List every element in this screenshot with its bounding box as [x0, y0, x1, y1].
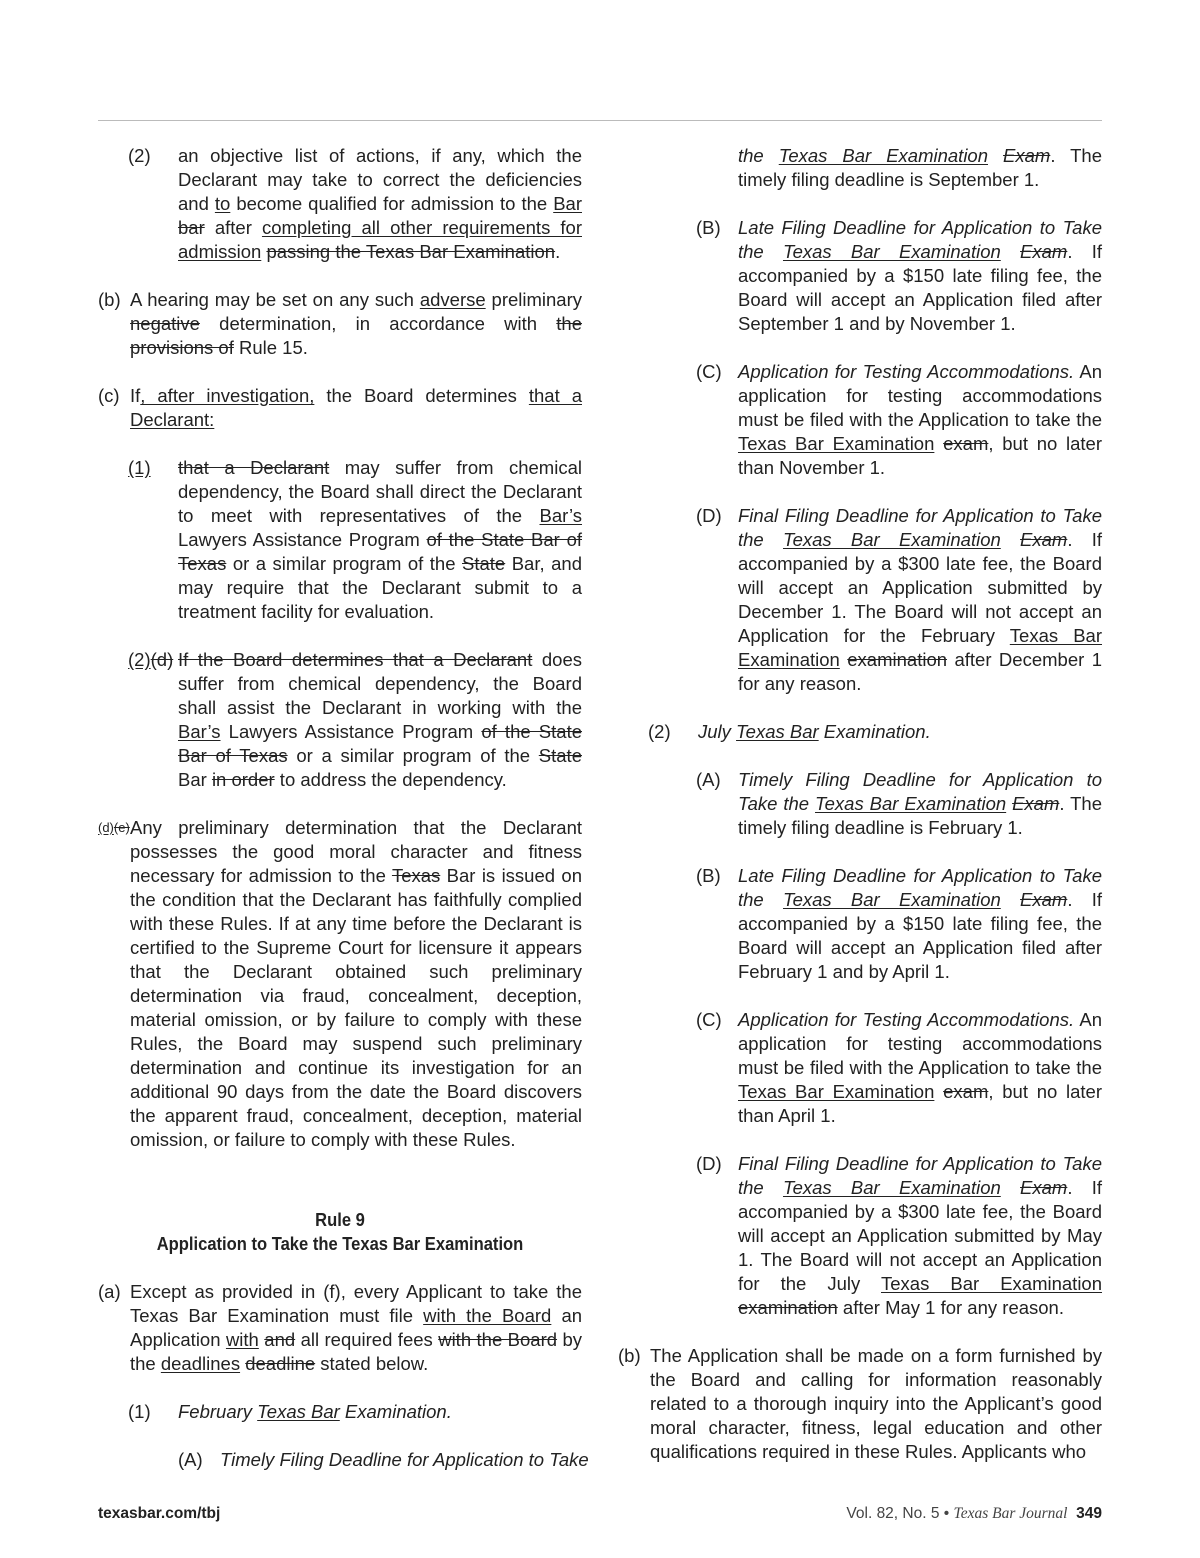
paragraph-a-1-A-start — [178, 1448, 589, 1472]
item-label: (D) — [696, 1153, 722, 1174]
text: Application for Testing Accommodations. — [738, 1009, 1075, 1030]
text: July — [698, 721, 737, 742]
deletion: exam — [943, 1081, 989, 1102]
text: . If accompanied by a $150 late filing fee, the Board will accept an Application filed after September 1 and by November 1. — [738, 241, 1103, 334]
text: An application for testing accommodations must be filed with the Application to take the — [738, 1009, 1102, 1078]
footer-bullet: • — [943, 1505, 950, 1522]
text: or a similar program of the — [287, 745, 539, 766]
text: . The timely filing deadline is February 1. — [738, 793, 1103, 838]
text: Bar — [178, 769, 212, 790]
paragraph-a-1-D — [696, 504, 1103, 696]
deletion: (d) — [150, 649, 174, 670]
insertion: Texas Bar — [736, 721, 819, 742]
text: Late Filing Deadline for Application to Take — [738, 217, 1102, 238]
text: Lawyers Assistance Program — [178, 529, 427, 550]
text: Final Filing Deadline for Application to Take — [738, 1153, 1102, 1174]
insertion: Texas Bar Examination — [738, 1081, 935, 1102]
insertion: Texas Bar Examination — [782, 529, 1001, 550]
text: stated below. — [315, 1353, 429, 1374]
insertion: Bar — [553, 193, 582, 214]
text: an objective list of actions, if any, which the Declarant may take to correct the deficiencies and — [178, 145, 582, 214]
text: Any preliminary determination that the Declarant possesses the good moral character and fitness necessary for admission to the — [130, 817, 582, 886]
paragraph-a-2 — [648, 720, 1102, 744]
text: . If accompanied by a $300 late fee, the Board will accept an Application submitted by December 1. The Board will not accept an Application for the February — [738, 529, 1103, 646]
text: Examination. — [339, 1401, 452, 1422]
deletion: deadline — [245, 1353, 316, 1374]
paragraph-rule9-b — [618, 1344, 1102, 1464]
deletion: with the Board — [438, 1329, 558, 1350]
rule-subtitle: Application to Take the Texas Bar Examination — [156, 1234, 524, 1254]
deletion: Exam — [1020, 241, 1068, 262]
insertion: adverse — [419, 289, 486, 310]
text: . — [555, 241, 561, 262]
paragraph-c-1 — [128, 456, 582, 624]
text: Late Filing Deadline for Application to Take — [738, 865, 1102, 886]
text: Except as provided in (f), every Applicant to take the Texas Bar Examination must file — [130, 1281, 582, 1326]
paragraph-c-2 — [128, 648, 582, 792]
text: the — [738, 889, 764, 910]
paragraph-a-1-B — [696, 216, 1103, 336]
insertion: completing all other requirements for admission — [178, 217, 582, 262]
text: Examination. — [818, 721, 931, 742]
footer-citation — [846, 1504, 1102, 1524]
text: , but no later than November 1. — [738, 433, 1102, 478]
paragraph-a-2-B — [696, 864, 1103, 984]
item-label — [128, 648, 173, 672]
deletion: Exam — [1012, 793, 1060, 814]
insertion: with the Board — [423, 1305, 552, 1326]
deletion: the provisions of — [130, 313, 582, 358]
text: after — [204, 217, 262, 238]
paragraph-label: (b) — [618, 1345, 641, 1366]
insertion: (2) — [128, 649, 151, 670]
deletion: that a Declarant — [178, 457, 330, 478]
insertion: Texas Bar — [257, 1401, 340, 1422]
item-label: (C) — [696, 361, 722, 382]
text: Bar, and may require that the Declarant submit to a treatment facility for evaluation. — [178, 553, 582, 622]
item-label: (2) — [128, 145, 151, 166]
deletion: exam — [943, 433, 989, 454]
text: If — [130, 385, 141, 406]
item-label: (A) — [178, 1449, 203, 1470]
deletion: and — [264, 1329, 296, 1350]
paragraph-a-1-A-cont — [738, 144, 1102, 192]
text: after December 1 for any reason. — [738, 649, 1102, 694]
text: preliminary — [485, 289, 583, 310]
item-2 — [128, 144, 582, 264]
deletion: bar — [178, 217, 205, 238]
deletion: negative — [130, 313, 200, 334]
text: . If accompanied by a $300 late fee, the Board will accept an Application submitted by May 1. The Board will not accept an Application for the July — [738, 1177, 1103, 1294]
paragraph-a-2-A — [696, 768, 1103, 840]
deletion: Exam — [1020, 529, 1068, 550]
text: . If accompanied by a $150 late filing fee, the Board will accept an Application filed after February 1 and by April 1. — [738, 889, 1103, 982]
footer-site: texasbar.com/tbj — [98, 1505, 221, 1522]
item-label: (B) — [696, 865, 721, 886]
item-label: (2) — [648, 721, 671, 742]
insertion: (d) — [98, 820, 114, 835]
insertion: Texas Bar Examination — [782, 889, 1001, 910]
text: all required fees — [295, 1329, 439, 1350]
insertion: to — [214, 193, 231, 214]
text: or a similar program of the — [226, 553, 463, 574]
paragraph-d — [98, 816, 583, 1152]
text: an Application — [130, 1305, 583, 1350]
insertion: Texas Bar Examination — [778, 145, 989, 166]
deletion: Exam — [1020, 1177, 1068, 1198]
text: Rule 15. — [233, 337, 308, 358]
text: The Application shall be made on a form furnished by the Board and calling for information reasonably related to a thorough inquiry into the Applicant’s good moral character, fitness, legal education and other qualifications required in these Rules. Applicants who — [650, 1345, 1102, 1462]
text: Timely Filing Deadline for Application to Take — [220, 1449, 589, 1470]
deletion: in order — [211, 769, 275, 790]
insertion: , after investigation, — [140, 385, 315, 406]
deletion: of the State Bar of Texas — [178, 529, 582, 574]
deletion: of the State Bar of Texas — [178, 721, 582, 766]
text: after May 1 for any reason. — [837, 1297, 1064, 1318]
item-label: (1) — [128, 1401, 151, 1422]
text: the Board determines — [314, 385, 529, 406]
item-label: (A) — [696, 769, 721, 790]
text: An application for testing accommodations must be filed with the Application to take the — [738, 361, 1102, 430]
footer-volume: Vol. 82, No. 5 — [846, 1505, 940, 1522]
deletion: Exam — [1020, 889, 1068, 910]
item-label: (C) — [696, 1009, 722, 1030]
insertion: Bar’s — [539, 505, 582, 526]
text: the — [738, 529, 764, 550]
item-label: (1) — [128, 457, 151, 478]
header-rule — [98, 120, 1102, 121]
insertion: Texas Bar Examination — [881, 1273, 1103, 1294]
insertion: Texas Bar Examination — [738, 433, 935, 454]
paragraph-label: (c) — [98, 385, 120, 406]
text: A hearing may be set on any such — [130, 289, 420, 310]
deletion: State — [462, 553, 506, 574]
page-number: 349 — [1076, 1505, 1102, 1522]
footer-journal: Texas Bar Journal — [953, 1505, 1068, 1522]
paragraph-a-1 — [128, 1400, 582, 1424]
insertion: Texas Bar Examination — [815, 793, 1007, 814]
paragraph-b — [98, 288, 583, 360]
text: become qualified for admission to the — [230, 193, 554, 214]
deletion: Exam — [1003, 145, 1051, 166]
text: does suffer from chemical dependency, the Board shall assist the Declarant in working with the — [178, 649, 582, 718]
rule-title: Rule 9 — [315, 1210, 365, 1230]
text: Application for Testing Accommodations. — [738, 361, 1075, 382]
deletion: examination — [847, 649, 948, 670]
deletion: State — [538, 745, 582, 766]
text: Timely Filing Deadline for Application to Take the — [738, 769, 1102, 814]
text: the — [738, 145, 779, 166]
paragraph-label: (b) — [98, 289, 121, 310]
paragraph-c — [98, 384, 582, 432]
insertion: that a Declarant: — [130, 385, 582, 430]
insertion: Texas Bar Examination — [782, 241, 1001, 262]
insertion: with — [225, 1329, 259, 1350]
text: Bar is issued on the condition that the Declarant has faithfully complied with these Rules. If at any time before the Declarant is certified to the Supreme Court for licensure it appears that the Declarant obtained such preliminary determination via fraud, concealment, deception, material omission, or by failure to comply with these Rules, the Board may suspend such preliminary determination and continue its investigation for an additional 90 days from the date the Board discovers the apparent fraud, concealment, deception, material omission, or failure to comply with these Rules. — [130, 865, 583, 1150]
deletion: If the Board determines that a Declarant — [178, 649, 533, 670]
insertion: deadlines — [160, 1353, 241, 1374]
right-column — [618, 144, 1102, 1464]
item-label: (D) — [696, 505, 722, 526]
text: . The timely filing deadline is September 1. — [738, 145, 1103, 190]
text: Final Filing Deadline for Application to Take — [738, 505, 1102, 526]
insertion: Texas Bar Examination — [738, 625, 1102, 670]
item-label: (B) — [696, 217, 721, 238]
left-column — [98, 144, 589, 1472]
deletion: Texas — [391, 865, 441, 886]
text: may suffer from chemical dependency, the Board shall direct the Declarant to meet with representatives of the — [178, 457, 582, 526]
paragraph-label: (a) — [98, 1281, 121, 1302]
text: , but no later than April 1. — [738, 1081, 1102, 1126]
deletion: (e) — [113, 820, 130, 835]
paragraph-a-2-D — [696, 1152, 1103, 1320]
deletion: examination — [738, 1297, 838, 1318]
paragraph-label — [98, 816, 130, 840]
text: determination, in accordance with — [199, 313, 557, 334]
text: by the — [130, 1329, 583, 1374]
text: the — [738, 1177, 764, 1198]
paragraph-a-2-C — [696, 1008, 1102, 1128]
deletion: passing the Texas Bar Examination — [266, 241, 556, 262]
text: to address the dependency. — [274, 769, 507, 790]
paragraph-a-1-C — [696, 360, 1102, 480]
text: February — [178, 1401, 258, 1422]
insertion: Texas Bar Examination — [782, 1177, 1001, 1198]
insertion: Bar’s — [178, 721, 221, 742]
paragraph-a — [98, 1280, 583, 1376]
text: the — [738, 241, 764, 262]
text: Lawyers Assistance Program — [220, 721, 482, 742]
